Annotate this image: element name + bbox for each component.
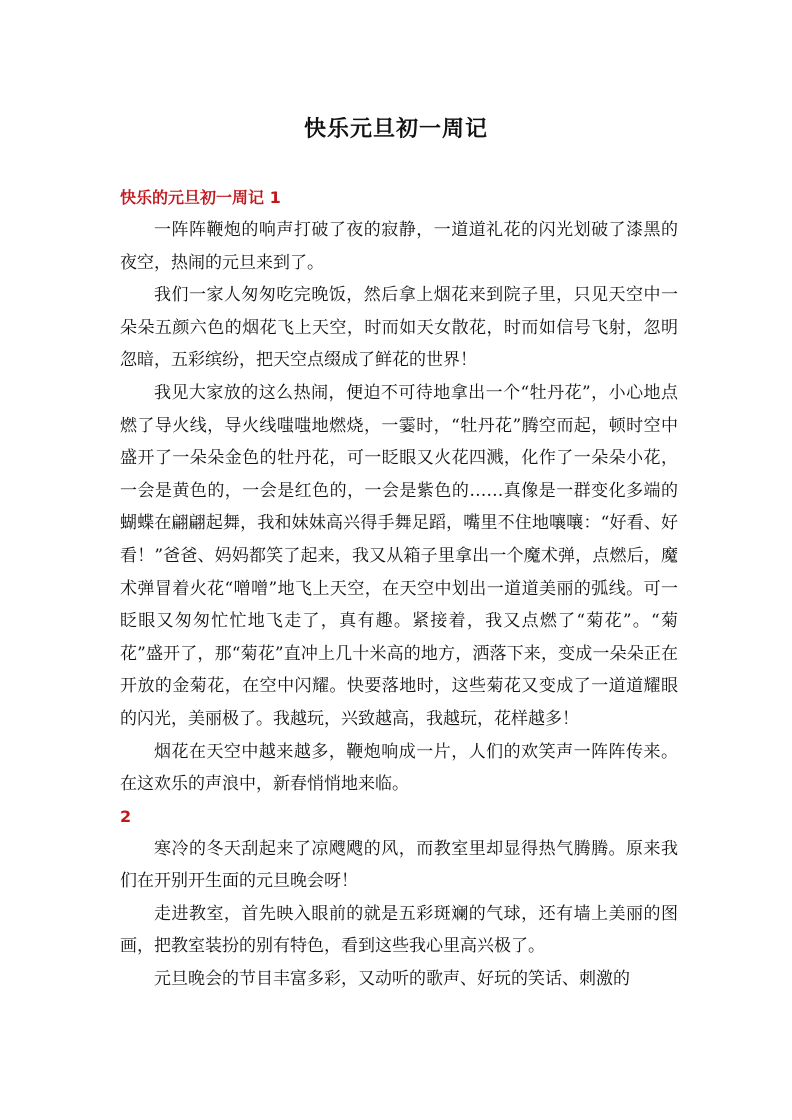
paragraph: 我们一家人匆匆吃完晚饭，然后拿上烟花来到院子里，只见天空中一朵朵五颜六色的烟花飞上天空，时而如天女散花，时而如信号飞射，忽明忽暗，五彩缤纷，把天空点缀成了鲜花的世界！ (120, 285, 678, 371)
paragraph: 寒冷的冬天刮起来了凉飕飕的风，而教室里却显得热气腾腾。原来我们在开别开生面的元旦晚会呀！ (120, 838, 678, 892)
paragraph: 走进教室，首先映入眼前的就是五彩斑斓的气球，还有墙上美丽的图画，把教室装扮的别有特色，看到这些我心里高兴极了。 (120, 903, 678, 957)
paragraph: 烟花在天空中越来越多，鞭炮响成一片，人们的欢笑声一阵阵传来。在这欢乐的声浪中，新春悄悄地来临。 (120, 741, 678, 795)
paragraph: 一阵阵鞭炮的响声打破了夜的寂静，一道道礼花的闪光划破了漆黑的夜空，热闹的元旦来到了。 (120, 220, 678, 273)
paragraph: 元旦晚会的节目丰富多彩，又动听的歌声、好玩的笑话、刺激的 (154, 969, 630, 990)
section-heading-2: 2 (120, 806, 132, 826)
document-title: 快乐元旦初一周记 (303, 117, 488, 142)
document-body (120, 182, 678, 996)
paragraph: 我见大家放的这么热闹，便迫不可待地拿出一个“牡丹花”，小心地点燃了导火线，导火线嗤嗤地燃烧，一霎时，“牡丹花”腾空而起，顿时空中盛开了一朵朵金色的牡丹花，可一眨眼又火花四溅，化作了一朵朵小花，一会是黄色的，一会是红色的，一会是紫色的……真像是一群变化多端的蝴蝶在翩翩起舞，我和妹妹高兴得手舞足蹈，嘴里不住地嚷嚷：“好看、好看！”爸爸、妈妈都笑了起来，我又从箱子里拿出一个魔术弹，点燃后，魔术弹冒着火花“噌噌”地飞上天空，在天空中划出一道道美丽的弧线。可一眨眼又匆匆忙忙地飞走了，真有趣。紧接着，我又点燃了“菊花”。“菊花”盛开了，那“菊花”直冲上几十米高的地方，洒落下来，变成一朵朵正在开放的金菊花，在空中闪耀。快要落地时，这些菊花又变成了一道道耀眼的闪光，美丽极了。我越玩，兴致越高，我越玩，花样越多！ (120, 382, 678, 729)
section-heading-1: 快乐的元旦初一周记 1 (120, 188, 281, 207)
